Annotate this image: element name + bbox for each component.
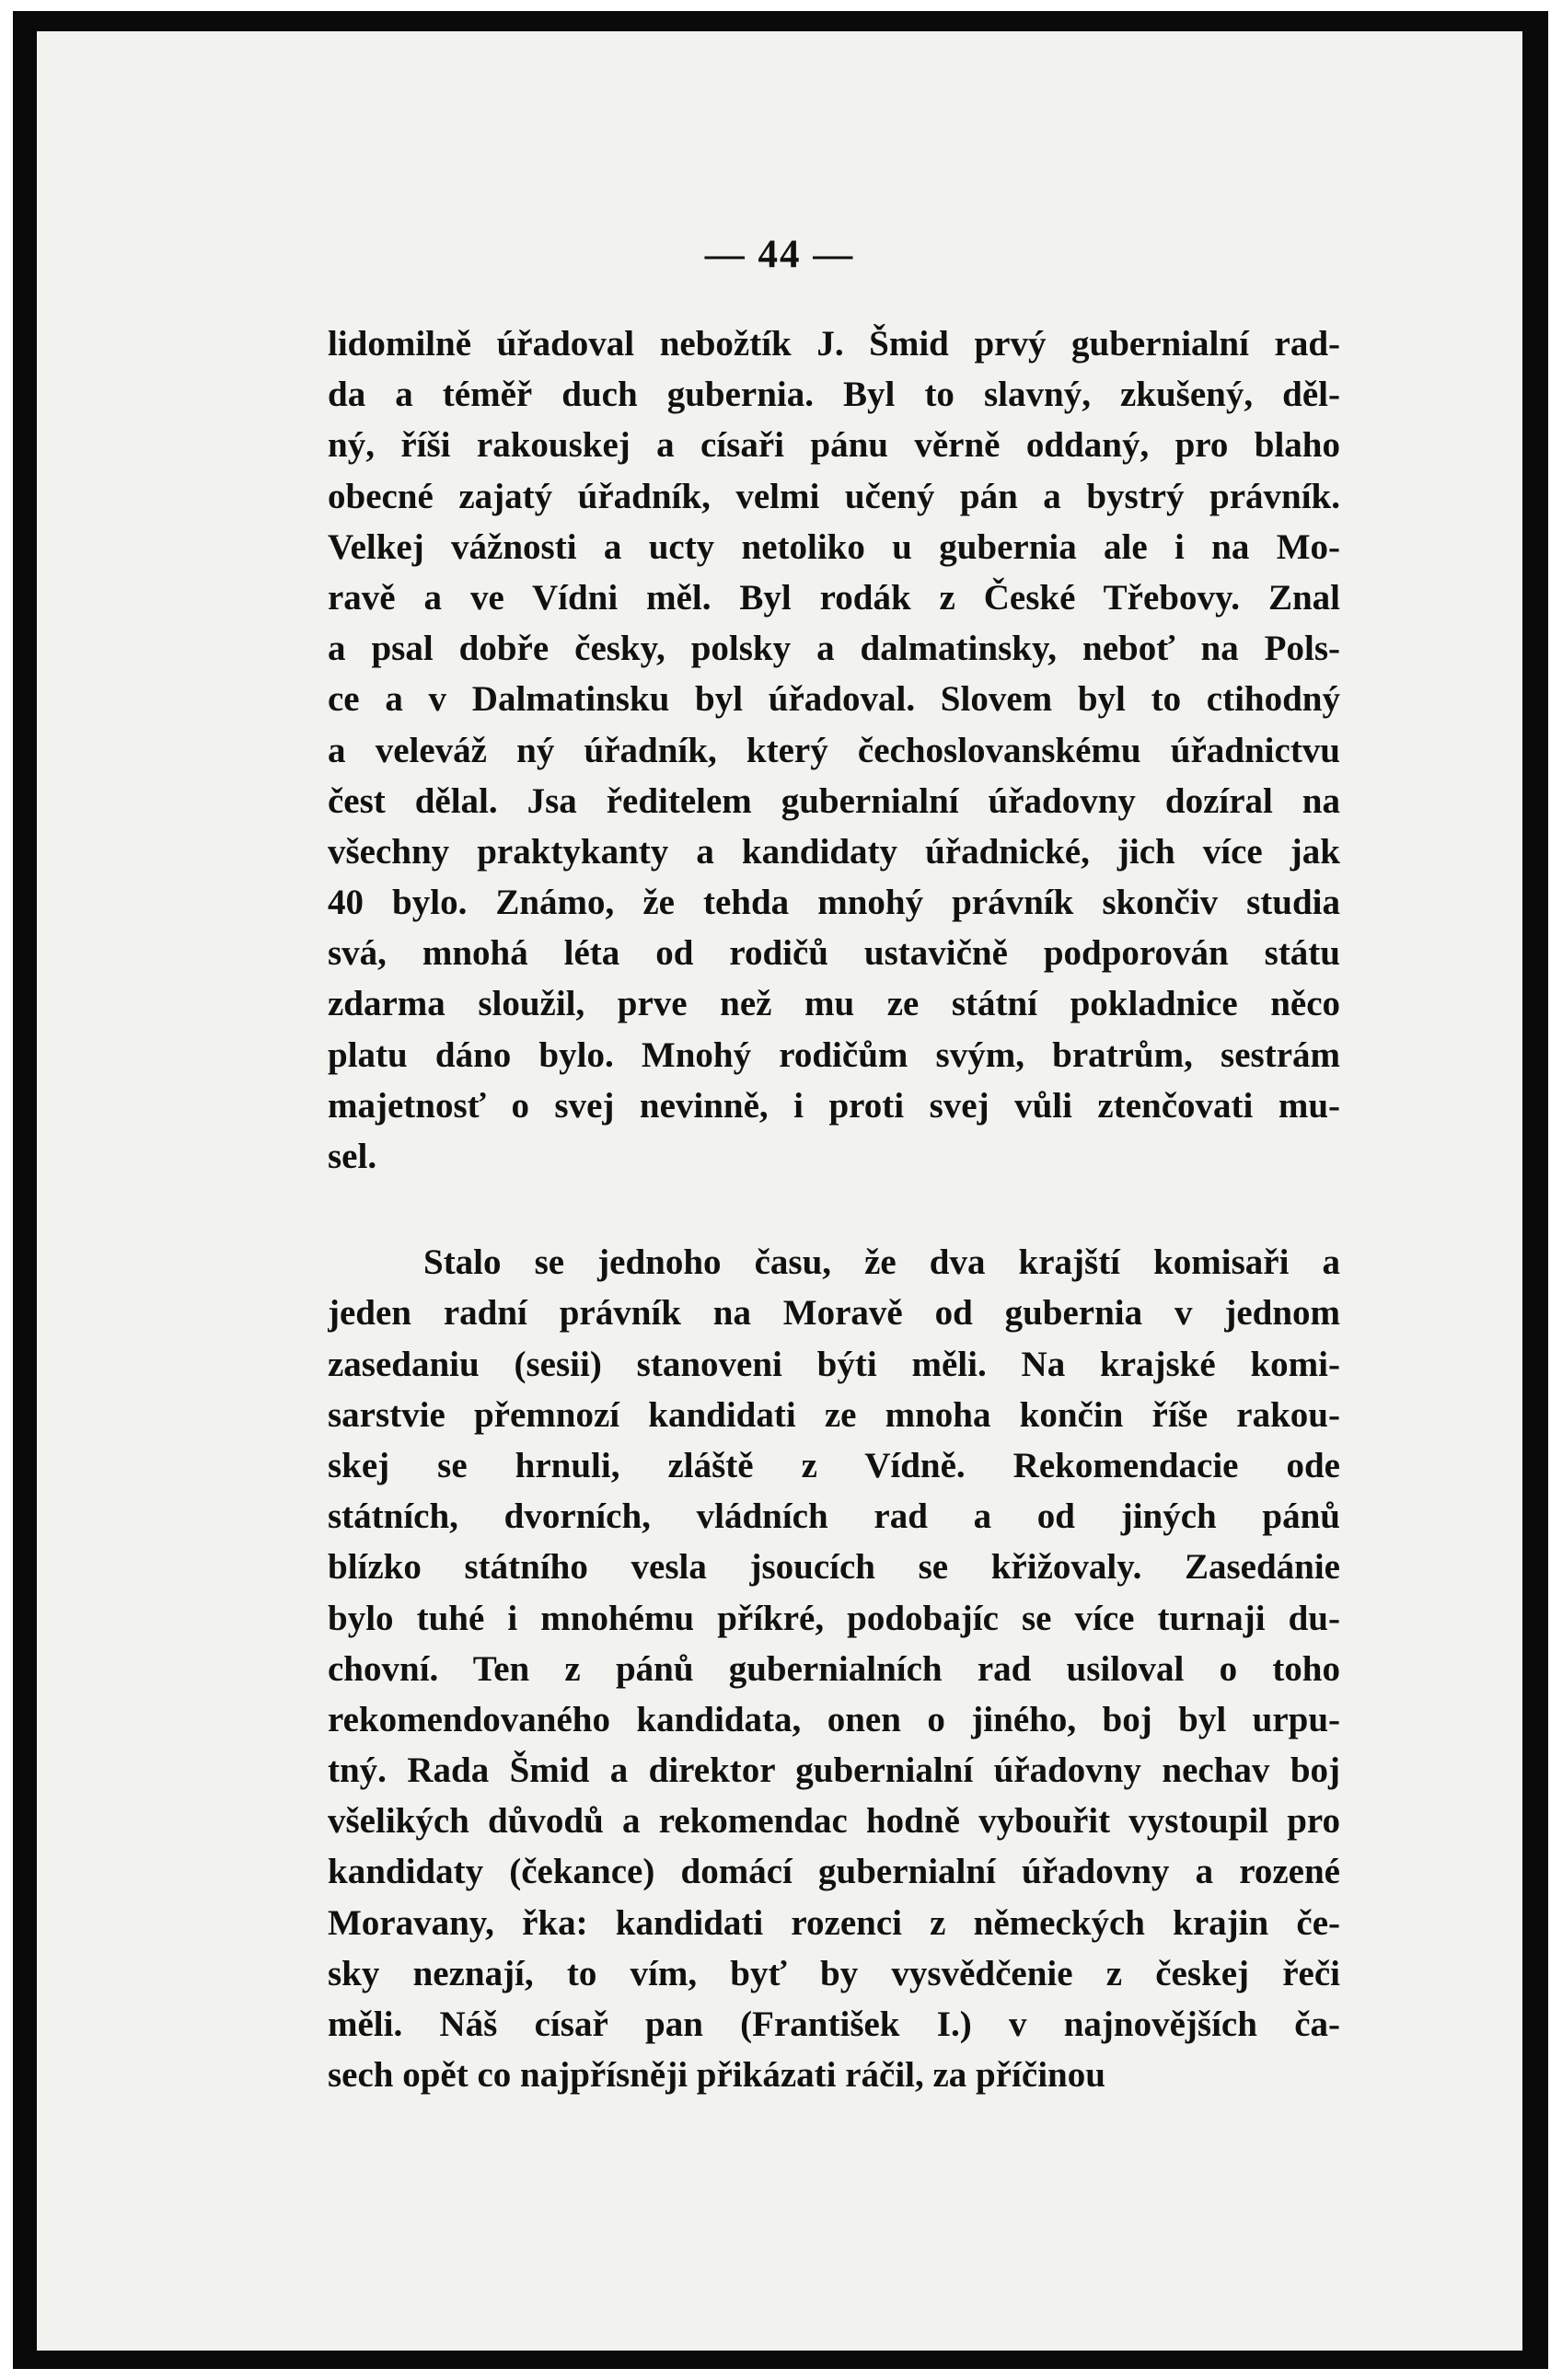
- text-line: svá, mnohá léta od rodičů ustavičně podporován státu: [328, 933, 1340, 974]
- text-line: Moravany, řka: kandidati rozenci z německých krajin če-: [328, 1902, 1340, 1943]
- book-page: [37, 31, 1522, 2351]
- text-line: sech opět co najpřísněji přikázati ráčil, za příčinou: [328, 2055, 1105, 2096]
- text-line: sky neznají, to vím, byť by vysvědčenie z českej řeči: [328, 1953, 1340, 1993]
- text-line: tný. Rada Šmid a direktor gubernialní úřadovny nechav boj: [328, 1750, 1340, 1791]
- text-line: zdarma sloužil, prve než mu ze státní pokladnice něco: [328, 984, 1340, 1024]
- text-line: všelikých důvodů a rekomendac hodně vybouřit vystoupil pro: [328, 1801, 1340, 1842]
- paragraph: [328, 318, 1340, 1182]
- text-line: kandidaty (čekance) domácí gubernialní úřadovny a rozené: [328, 1852, 1340, 1892]
- text-line: blízko státního vesla jsoucích se křižovaly. Zasedánie: [328, 1547, 1340, 1588]
- text-line: čest dělal. Jsa ředitelem gubernialní úřadovny dozíral na: [328, 780, 1340, 821]
- scan-border: [13, 11, 1548, 2369]
- text-line: státních, dvorních, vládních rad a od jiných pánů: [328, 1496, 1340, 1537]
- page-number: — 44 —: [704, 233, 855, 276]
- text-line: všechny praktykanty a kandidaty úřadnické, jich více jak: [328, 831, 1340, 872]
- paragraph: [328, 1237, 1340, 2100]
- text-line: da a téměř duch gubernia. Byl to slavný, zkušený, děl-: [328, 375, 1340, 415]
- text-line: sel.: [328, 1137, 377, 1176]
- text-line: zasedaniu (sesii) stanoveni býti měli. Na krajské komi-: [328, 1344, 1340, 1384]
- text-line: jeden radní právník na Moravě od gubernia v jednom: [328, 1293, 1340, 1334]
- text-line: skej se hrnuli, zláště z Vídně. Rekomendacie ode: [328, 1445, 1340, 1485]
- paragraph-gap: [328, 1182, 1340, 1237]
- text-line: obecné zajatý úřadník, velmi učený pán a bystrý právník.: [328, 476, 1340, 516]
- text-line: platu dáno bylo. Mnohý rodičům svým, bratrům, sestrám: [328, 1034, 1340, 1075]
- text-line: ravě a ve Vídni měl. Byl rodák z České Třebovy. Znal: [328, 577, 1340, 618]
- text-line: měli. Náš císař pan (František I.) v najnovějších ča-: [328, 2005, 1340, 2044]
- text-line: a psal dobře česky, polsky a dalmatinsky, neboť na Pols-: [328, 629, 1340, 669]
- text-line: a veleváž ný úřadník, který čechoslovanskému úřadnictvu: [328, 730, 1340, 770]
- body-text: [328, 318, 1340, 2100]
- text-line: sarstvie přemnozí kandidati ze mnoha končin říše rakou-: [328, 1394, 1340, 1435]
- text-line: rekomendovaného kandidata, onen o jiného, boj byl urpu-: [328, 1699, 1340, 1739]
- text-line: Stalo se jednoho času, že dva krajští komisaři a: [423, 1242, 1340, 1283]
- text-line: ce a v Dalmatinsku byl úřadoval. Slovem byl to ctihodný: [328, 679, 1340, 720]
- text-line: Velkej vážnosti a ucty netoliko u gubernia ale i na Mo-: [328, 526, 1340, 567]
- text-line: bylo tuhé i mnohému příkré, podobajíc se více turnaji du-: [328, 1598, 1340, 1638]
- text-line: majetnosť o svej nevinně, i proti svej vůli ztenčovati mu-: [328, 1085, 1340, 1126]
- text-line: lidomilně úřadoval nebožtík J. Šmid prvý gubernialní rad-: [328, 324, 1340, 364]
- text-line: chovní. Ten z pánů gubernialních rad usiloval o toho: [328, 1648, 1340, 1689]
- text-line: 40 bylo. Známo, že tehda mnohý právník skončiv studia: [328, 883, 1340, 923]
- text-line: ný, říši rakouskej a císaři pánu věrně oddaný, pro blaho: [328, 425, 1340, 466]
